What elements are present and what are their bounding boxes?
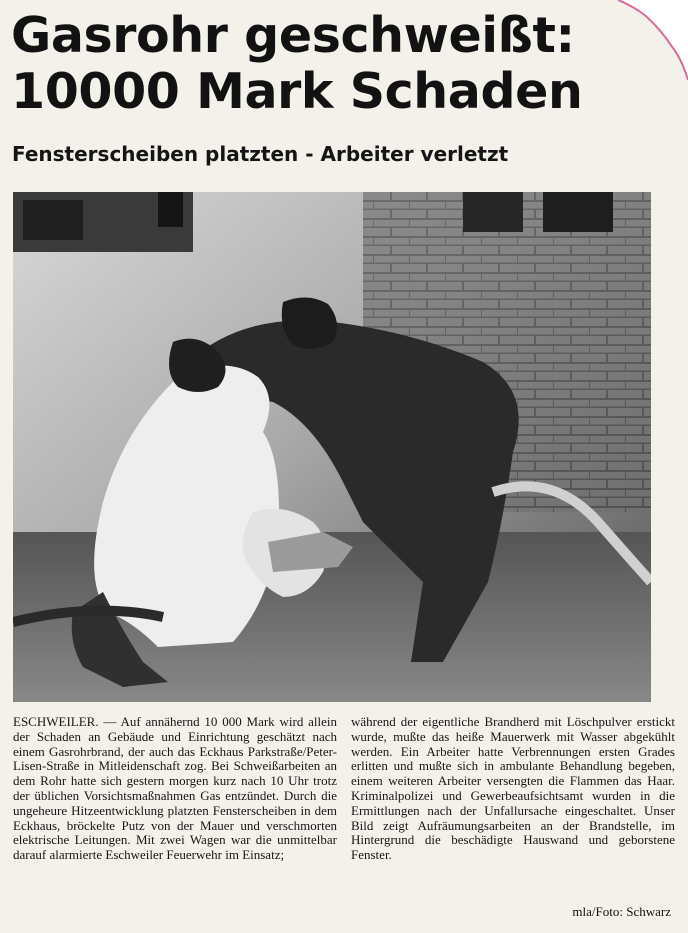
photo-credit: mla/Foto: Schwarz (572, 904, 671, 919)
article-body (13, 715, 675, 923)
article-paragraph-1: ESCHWEILER. — Auf annähernd 10 000 Mark wird allein der Schaden an Gebäude und Einrichtung geschätzt nach einem Gasrohrbrand, der auch das Eckhaus Parkstraße/Peter-Lisen-Straße in Mitleidenschaft zog. Bei Schweißarbeiten an dem Rohr hatte sich gestern morgen kurz nach 10 Uhr trotz der üblichen Vorsichtsmaßnahmen Gas entzündet. Durch die ungeheure Hitzeentwicklung platzten Fensterscheiben in dem Eckhaus, bröckelte Putz von der Mauer und verschmorten elektrische Leitungen. Mit zwei Wagen war die unmittelbar darauf alarmierte Eschweiler Feuerwehr im Einsatz; (13, 714, 337, 863)
headline-line-1: Gasrohr geschweißt: (11, 7, 575, 64)
article-subheadline: Fensterscheiben platzten - Arbeiter verletzt (12, 142, 509, 166)
article-column-2 (351, 715, 675, 923)
news-photo (13, 192, 651, 702)
article-headline (11, 8, 681, 120)
article-column-1 (13, 715, 337, 923)
article-paragraph-2: während der eigentliche Brandherd mit Löschpulver erstickt wurde, mußte das heiße Mauerwerk mit Wasser abgekühlt werden. Ein Arbeiter hatte Verbrennungen ersten Grades erlitten und mußte sich in ambulante Behandlung begeben, einem weiteren Arbeiter versengten die Flammen das Haar. Kriminalpolizei und Gewerbeaufsichtsamt wurden in die Ermittlungen nach der Unfallursache eingeschaltet. Unser Bild zeigt Aufräumungsarbeiten an der Brandstelle, im Hintergrund die beschädigte Hauswand und geborstene Fenster. (351, 714, 675, 863)
news-photo-image (13, 192, 651, 702)
headline-line-2: 10000 Mark Schaden (11, 63, 583, 120)
